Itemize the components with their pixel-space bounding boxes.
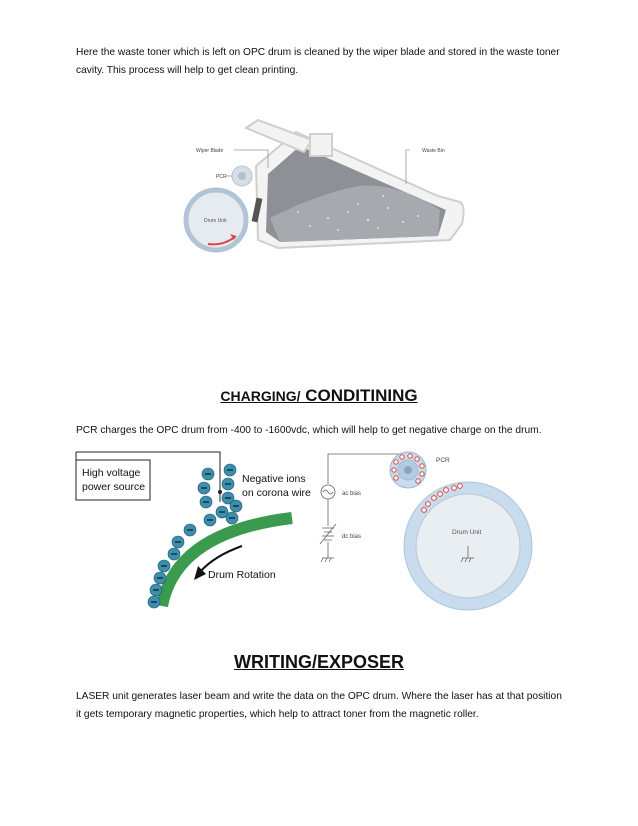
charging-heading (0, 386, 638, 406)
drum-unit-label: Drum Unit (204, 218, 227, 224)
wiper-blade-label: Wiper Blade (196, 148, 224, 154)
pcr-label: PCR (436, 457, 450, 464)
power-source-line2: power source (82, 481, 146, 493)
writing-heading (0, 652, 638, 673)
ions-label-line2: on corona wire (242, 487, 311, 499)
drum-green-arc (162, 518, 292, 606)
power-source-box (76, 460, 150, 500)
charging-paragraph: PCR charges the OPC drum from -400 to -1600vdc, which will help to get negative charge on the drum. (76, 425, 542, 436)
charging-diagram (74, 448, 564, 616)
dc-source-symbol (320, 524, 336, 544)
ground-symbol-left (321, 558, 334, 562)
charging-heading-part2: CONDITINING (300, 386, 418, 405)
drum-unit-label: Drum Unit (452, 529, 482, 536)
ac-bias-label: ac bias (342, 491, 362, 497)
dc-bias-label: dc bias (342, 534, 362, 540)
drum-rotation-label: Drum Rotation (208, 569, 276, 581)
bin-cap (310, 134, 332, 156)
power-source-line1: High voltage (82, 467, 141, 479)
writing-heading-text: WRITING/EXPOSER (233, 652, 404, 672)
intro-paragraph: Here the waste toner which is left on OPC drum is cleaned by the wiper blade and stored in the waste toner cavity. This process will help to get clean printing. (76, 47, 560, 76)
cleaning-diagram (178, 98, 468, 266)
waste-bin-leader-line (406, 150, 410, 184)
ions-label-line1: Negative ions (242, 473, 306, 485)
waste-bin-label: Waste Bin (422, 148, 445, 154)
charging-heading-part1: CHARGING/ (220, 388, 301, 404)
writing-paragraph: LASER unit generates laser beam and write the data on the OPC drum. Where the laser has at that position it gets temporary magnetic properties, which help to attract toner from the magnetic roller. (76, 691, 562, 720)
pcr-label: PCR (216, 174, 227, 180)
